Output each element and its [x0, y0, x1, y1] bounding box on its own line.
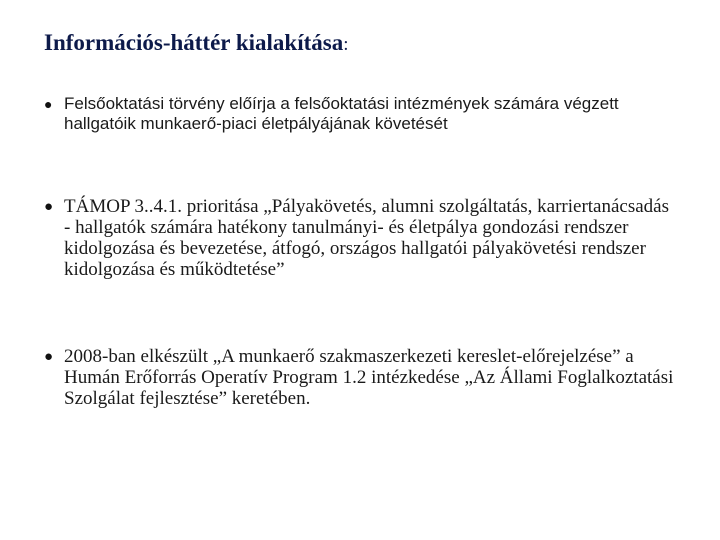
bullet-item-1	[44, 94, 644, 134]
slide-title-text: Információs-háttér kialakítása	[44, 30, 344, 55]
bullet-text-2: TÁMOP 3..4.1. prioritása „Pályakövetés, alumni szolgáltatás, karriertanácsadás - hallgatók számára hatékony tanulmányi- és életpálya gondozási rendszer kidolgozása és bevezetése, átfogó, országos hallgatói pályakövetési rendszer kidolgozása és működtetése”	[64, 196, 670, 280]
bullet-dot-icon: ●	[44, 349, 54, 365]
bullet-text-1: Felsőoktatási törvény előírja a felsőoktatási intézmények számára végzett hallgatóik munkaerő-piaci életpályájának követését	[64, 94, 619, 133]
bullet-item-2	[44, 196, 680, 280]
slide-title	[44, 30, 348, 56]
bullet-dot-icon: ●	[44, 199, 54, 215]
bullet-item-3	[44, 346, 674, 409]
bullet-dot-icon: ●	[44, 98, 53, 113]
bullet-text-3: 2008-ban elkészült „A munkaerő szakmaszerkezeti kereslet-előrejelzése” a Humán Erőforrás Operatív Program 1.2 intézkedése „Az Állami Foglalkoztatási Szolgálat fejlesztése” keretében.	[64, 346, 674, 409]
slide-title-colon: :	[343, 34, 349, 55]
